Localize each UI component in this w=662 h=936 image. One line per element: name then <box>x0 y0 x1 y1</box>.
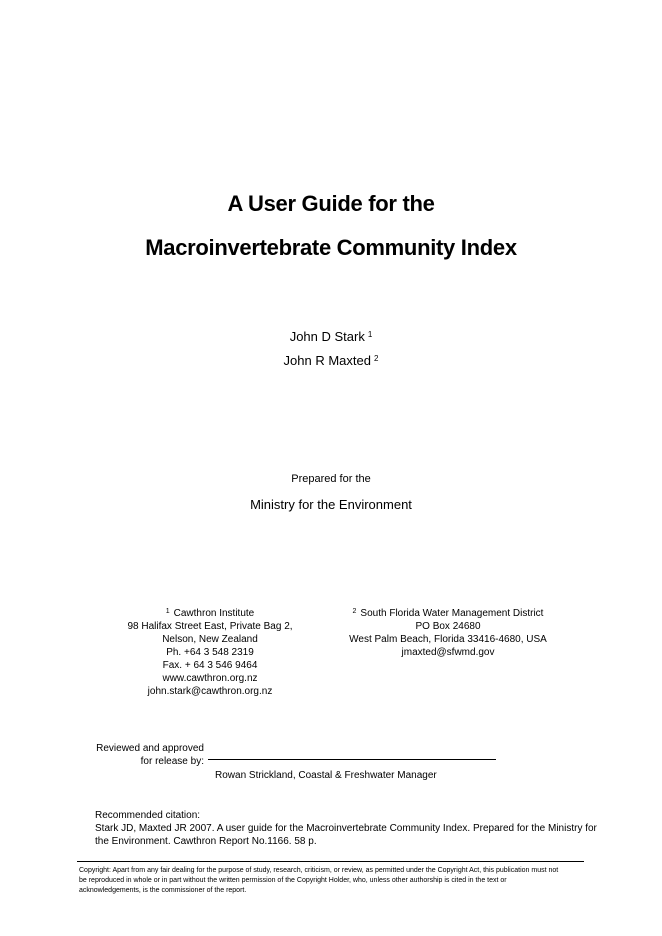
title-line-1: A User Guide for the <box>227 191 435 216</box>
affiliation-2-mark: 2 <box>352 608 357 615</box>
approval-signatory: Rowan Strickland, Coastal & Freshwater Manager <box>215 770 437 781</box>
copyright-divider <box>77 861 584 862</box>
affiliation-2-email: jmaxted@sfwmd.gov <box>401 647 495 658</box>
author-1 <box>0 329 662 344</box>
copyright-line-1: Copyright: Apart from any fair dealing for the purpose of study, research, criticism, or review, as permitted under the Copyright Act, this publication must not <box>79 867 559 874</box>
citation-line-1: Stark JD, Maxted JR 2007. A user guide for the Macroinvertebrate Community Index. Prepared for the Ministry for <box>95 823 597 834</box>
affiliation-2-pobox: PO Box 24680 <box>415 621 481 632</box>
affiliation-1-address: 98 Halifax Street East, Private Bag 2, <box>127 621 293 632</box>
affiliation-1-name: Cawthron Institute <box>173 608 255 619</box>
author-1-name: John D Stark <box>289 329 365 344</box>
author-2-name: John R Maxted <box>283 353 371 368</box>
affiliation-cawthron <box>110 605 310 698</box>
prepared-label: Prepared for the <box>291 473 371 485</box>
citation-line-2: the Environment. Cawthron Report No.1166. 58 p. <box>95 836 317 847</box>
affiliation-1-email: john.stark@cawthron.org.nz <box>147 686 273 697</box>
author-1-mark: 1 <box>367 330 373 339</box>
citation-block <box>95 809 615 848</box>
affiliation-1-mark: 1 <box>165 608 170 615</box>
approval-label-line-2: for release by: <box>140 756 204 767</box>
affiliation-1-phone: Ph. +64 3 548 2319 <box>166 647 254 658</box>
author-2 <box>0 353 662 368</box>
affiliation-2-heading <box>330 605 566 620</box>
copyright-notice <box>79 866 589 896</box>
prepared-client: Ministry for the Environment <box>250 497 412 512</box>
approval-label <box>60 742 204 768</box>
copyright-line-2: be reproduced in whole or in part without the written permission of the Copyright Holder, who, unless other authorship is cited in the text or <box>79 877 507 884</box>
author-2-mark: 2 <box>373 354 379 363</box>
citation-label: Recommended citation: <box>95 810 201 821</box>
signature-line <box>208 759 496 760</box>
affiliation-1-fax: Fax. + 64 3 546 9464 <box>162 660 258 671</box>
approval-label-line-1: Reviewed and approved <box>96 743 204 754</box>
copyright-line-3: acknowledgements, is the commissioner of the report. <box>79 887 247 894</box>
affiliation-1-website: www.cawthron.org.nz <box>162 673 258 684</box>
affiliation-1-city: Nelson, New Zealand <box>162 634 258 645</box>
title-line-2: Macroinvertebrate Community Index <box>145 235 517 260</box>
affiliation-1-heading <box>110 605 310 620</box>
affiliation-sfwmd <box>330 605 566 659</box>
affiliation-2-name: South Florida Water Management District <box>360 608 544 619</box>
affiliation-2-city: West Palm Beach, Florida 33416-4680, USA <box>349 634 547 645</box>
